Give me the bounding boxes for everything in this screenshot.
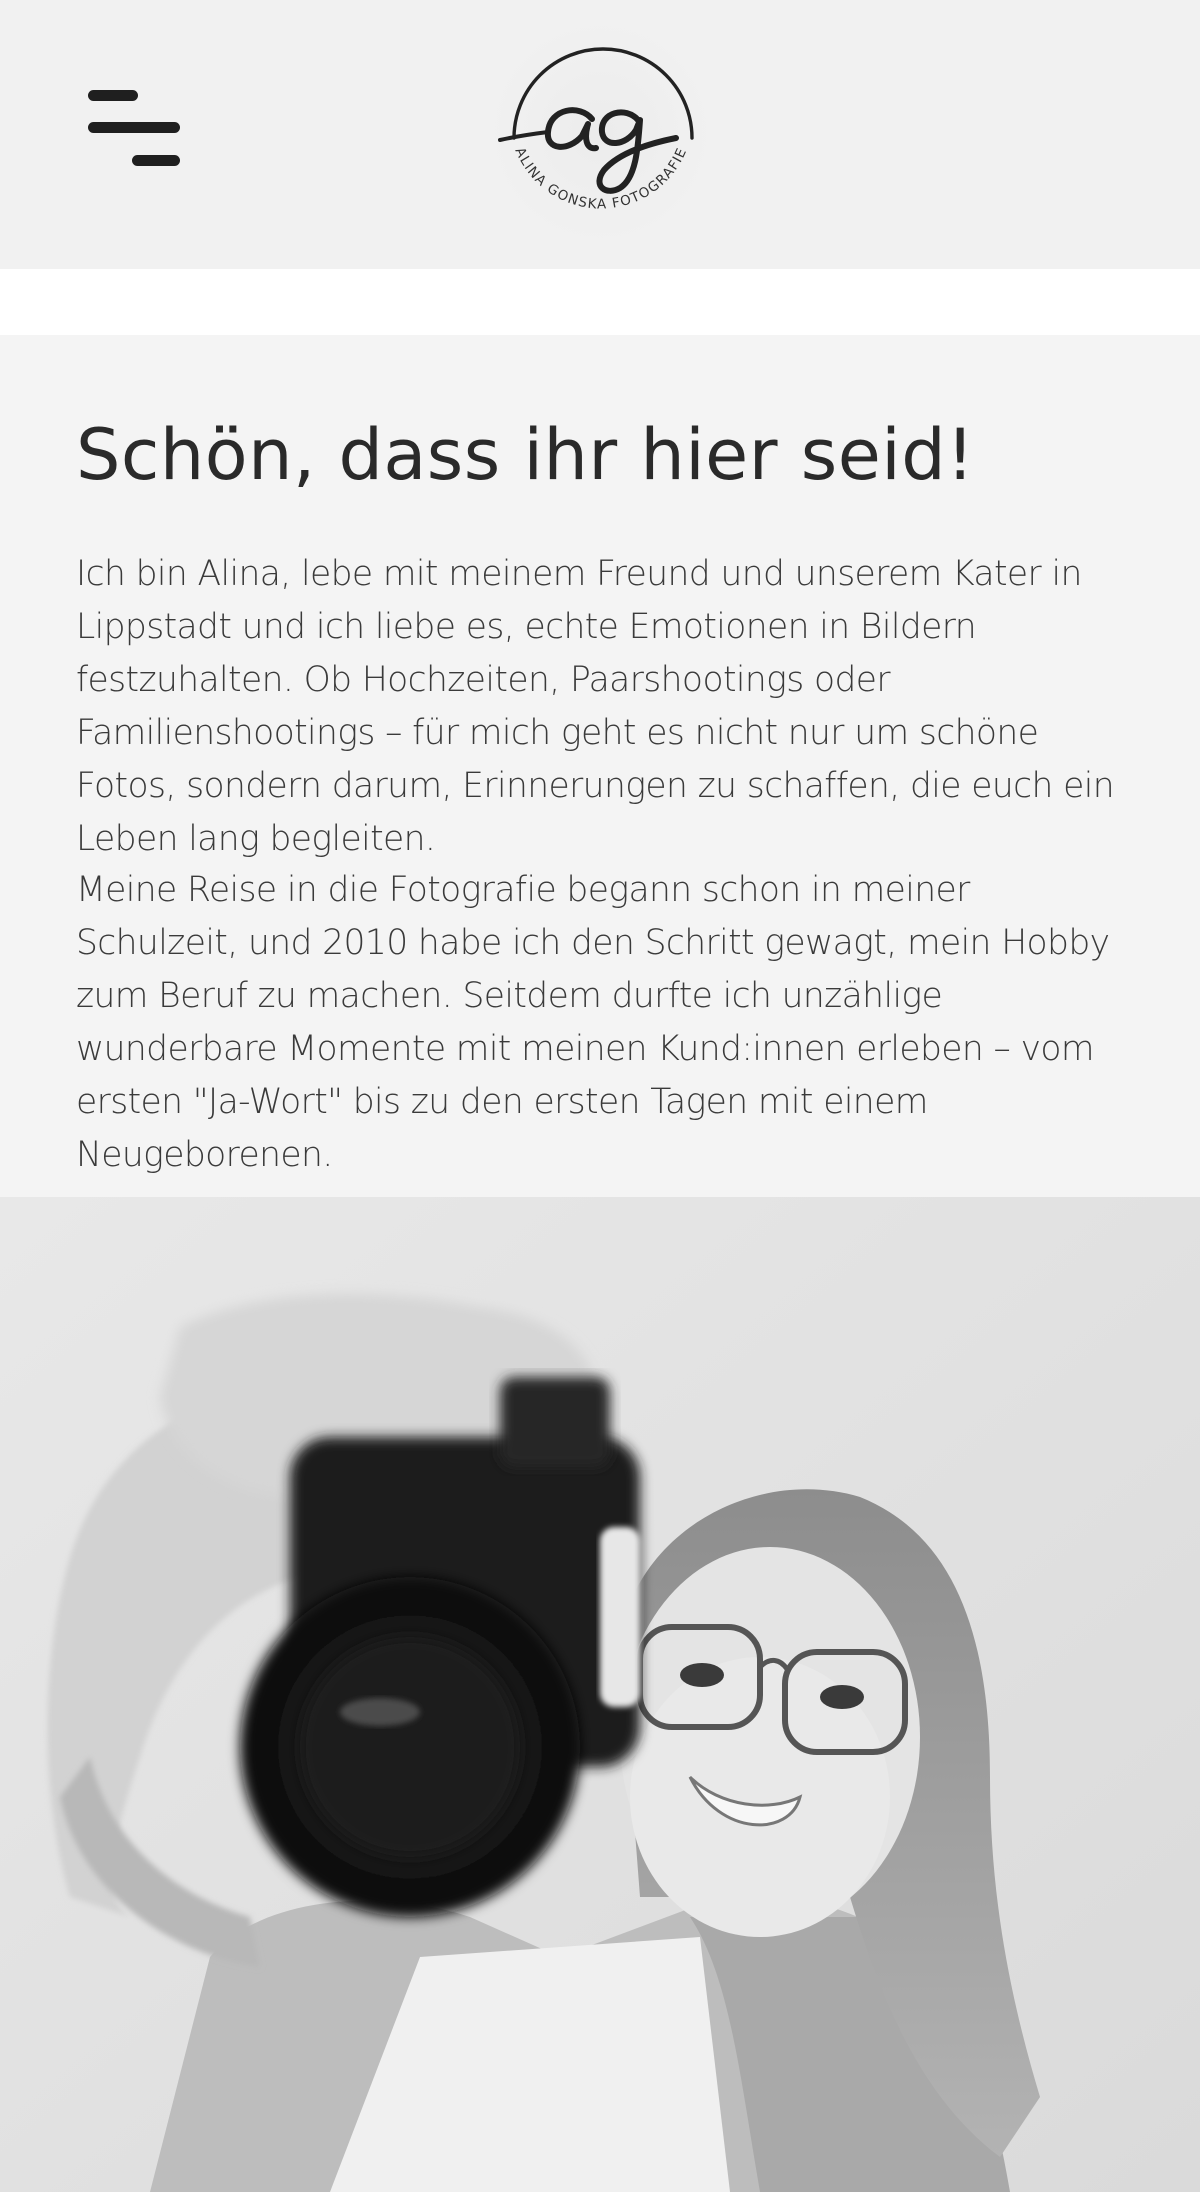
header-spacer [0, 269, 1200, 335]
about-heading: Schön, dass ihr hier seid! [76, 414, 975, 496]
about-section [0, 335, 1200, 1197]
menu-bar-middle [88, 122, 180, 133]
site-header [0, 0, 1200, 269]
menu-bar-top [88, 90, 138, 101]
menu-bar-bottom [132, 155, 180, 166]
logo-caption-text: ALINA GONSKA FOTOGRAFIE [511, 145, 691, 213]
logo-graphic [470, 20, 730, 250]
hamburger-menu-icon[interactable] [84, 86, 186, 176]
about-paragraph-1: Ich bin Alina, lebe mit meinem Freund und unserem Kater in Lippstadt und ich liebe es, echte Emotionen in Bildern festzuhalten. Ob Hochzeiten, Paarshootings oder Familienshootings – für mich geht es nicht nur um schöne Fotos, sondern darum, Erinnerungen zu schaffen, die euch ein Leben lang begleiten. [76, 554, 1115, 859]
site-logo[interactable] [470, 20, 730, 250]
about-paragraph-2: Meine Reise in die Fotografie begann schon in meiner Schulzeit, und 2010 habe ich den Schritt gewagt, mein Hobby zum Beruf zu machen. Seitdem durfte ich unzählige wunderbare Momente mit meinen Kund:innen erleben – vom ersten "Ja-Wort" bis zu den ersten Tagen mit einem Neugeborenen. [76, 870, 1110, 1175]
photographer-portrait-image [0, 1197, 1200, 2192]
